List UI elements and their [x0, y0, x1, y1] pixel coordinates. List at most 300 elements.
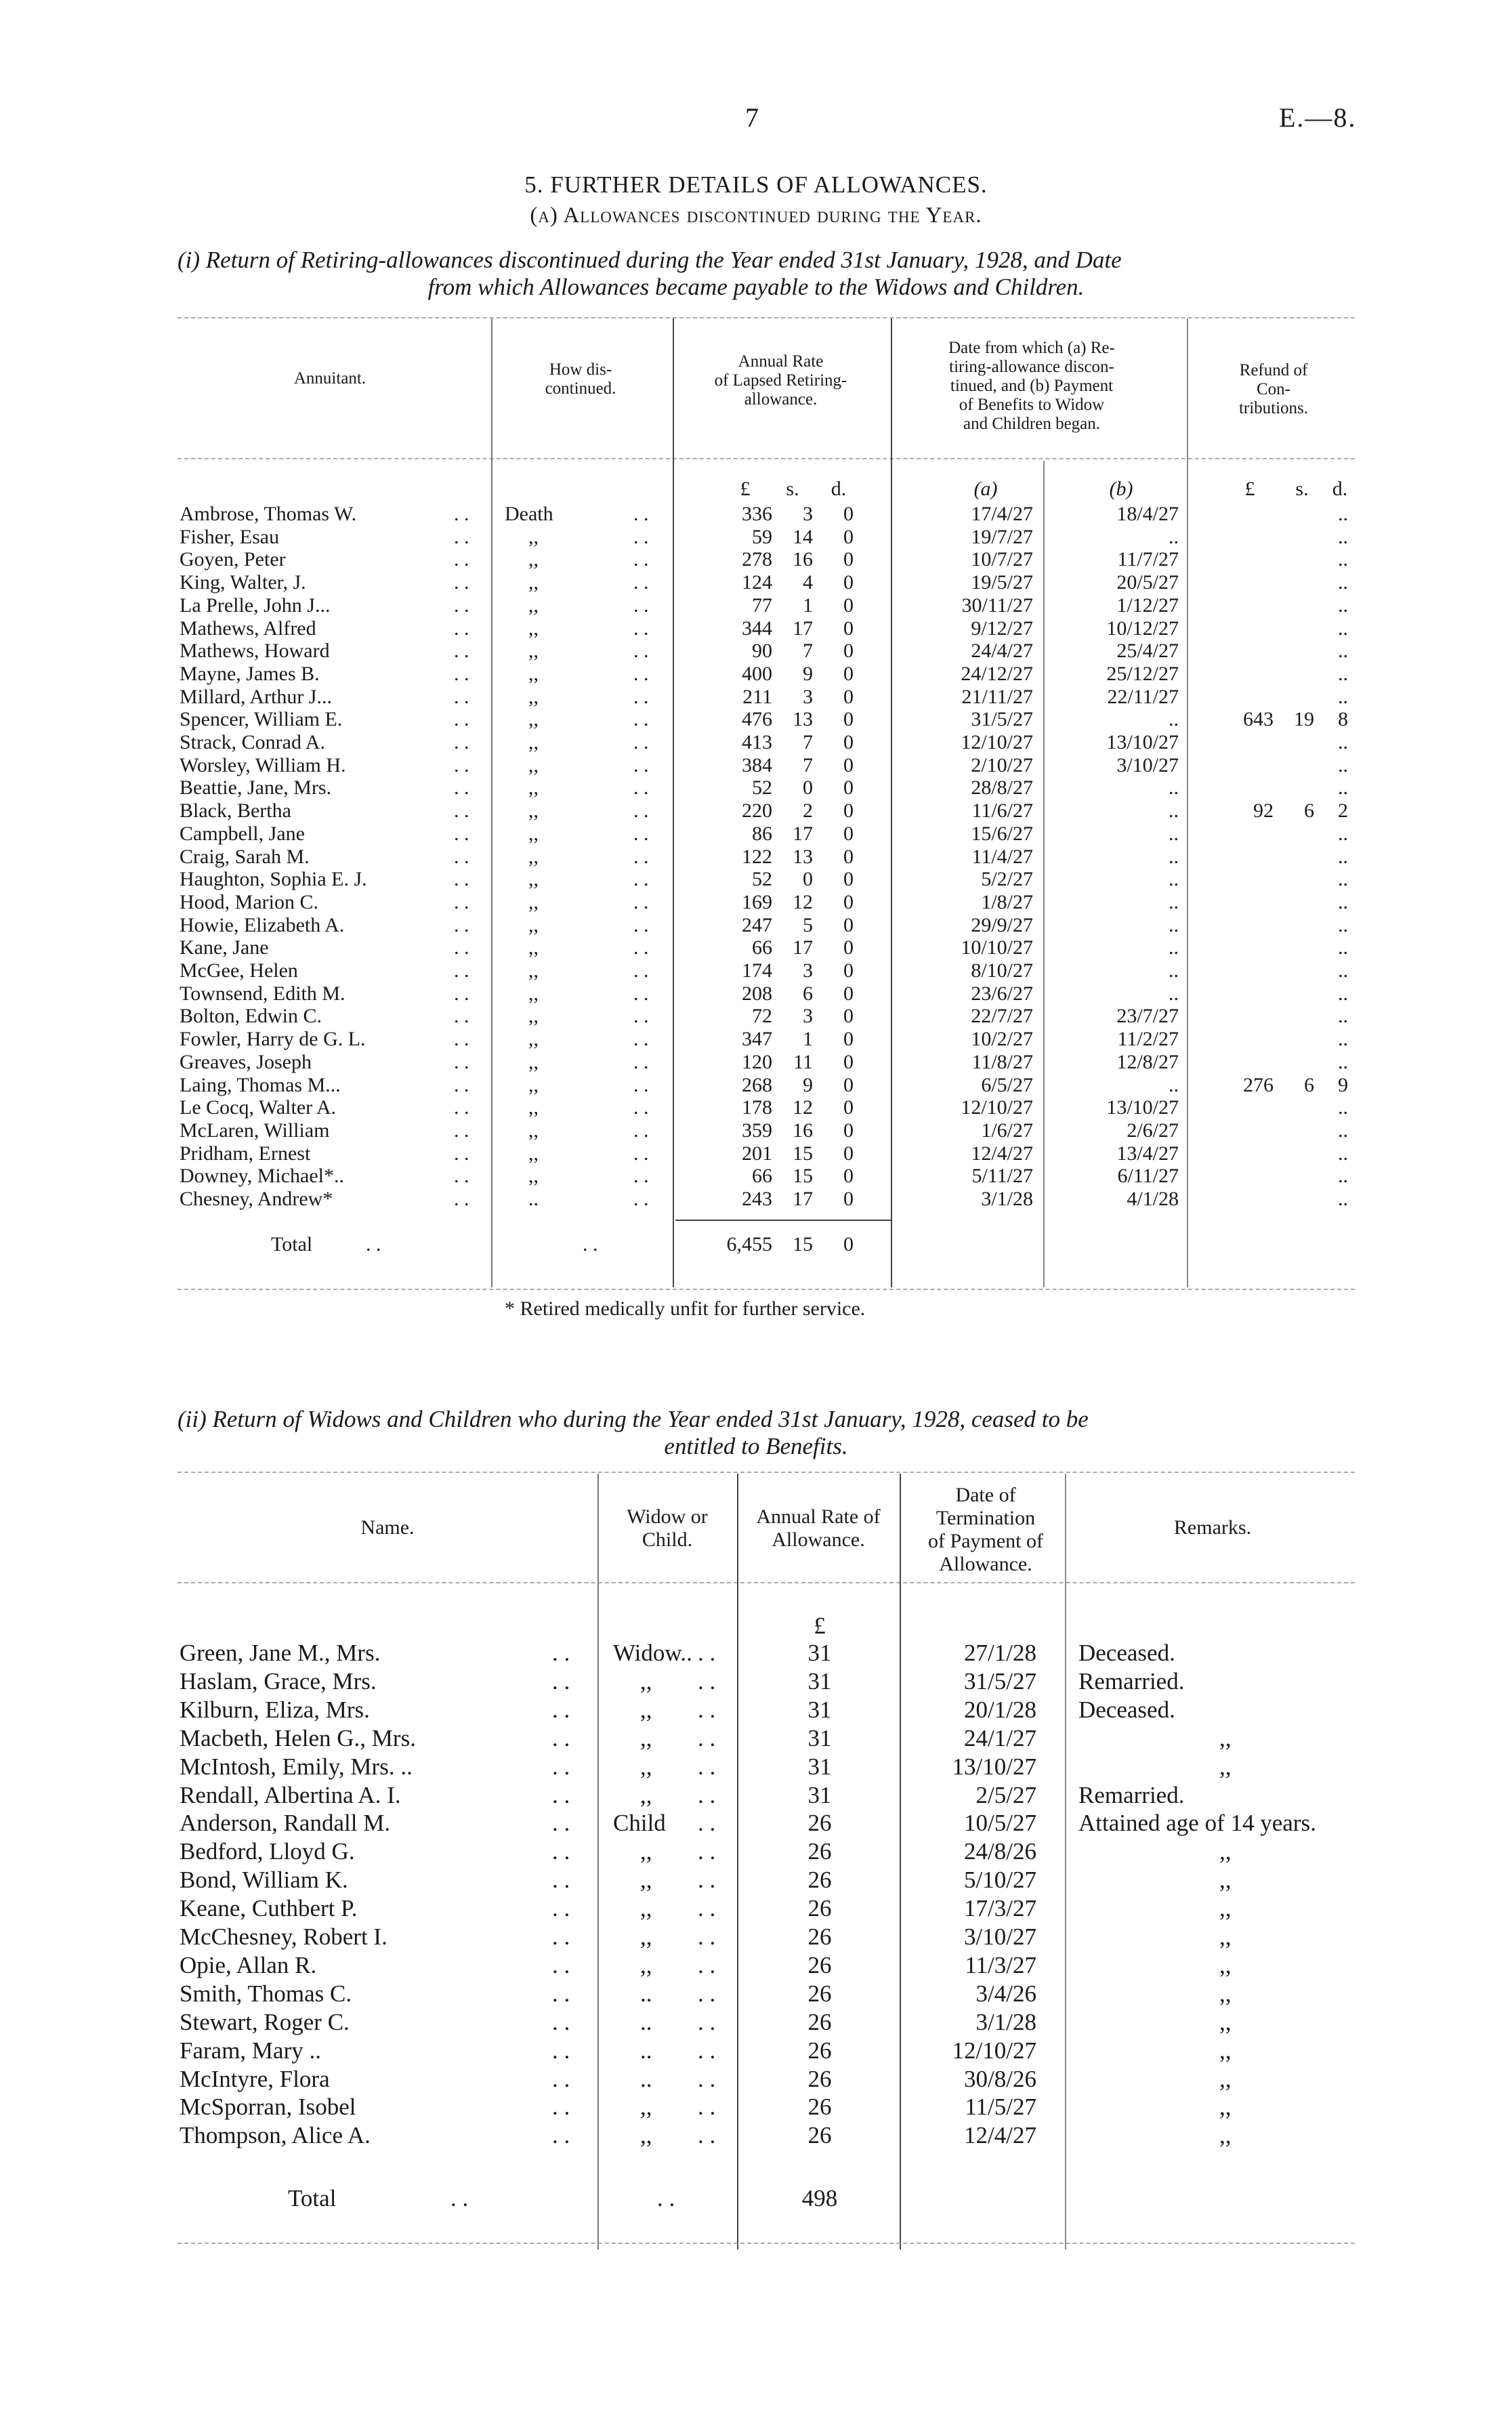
header-how-discontinued: [496, 360, 665, 398]
annual-rate: 26: [807, 1867, 832, 1894]
rate-pence: 0: [843, 1188, 854, 1210]
name-leaders: . .: [552, 1923, 570, 1950]
header-rate-line1: Annual Rate: [738, 352, 824, 371]
date-b: ..: [1169, 799, 1179, 823]
refund-pence: ..: [1338, 753, 1348, 776]
annuitant-name: Mathews, Alfred: [180, 617, 316, 640]
refund-pence: ..: [1338, 640, 1348, 663]
date-b: 11/7/27: [1117, 548, 1179, 571]
refund-pence: ..: [1338, 1188, 1348, 1210]
widow-or-child: ,,: [640, 1667, 652, 1694]
header-annual-rate-allowance: [737, 1505, 900, 1552]
widow-or-child: ..: [640, 2037, 652, 2064]
rate-pence: 0: [843, 731, 854, 753]
date-a: 8/10/27: [971, 959, 1033, 982]
rate-pence: 0: [843, 708, 854, 731]
annual-rate: 31: [807, 1696, 832, 1723]
annuitant-name: Mathews, Howard: [180, 640, 330, 663]
termination-date: 3/1/28: [975, 2008, 1036, 2035]
header-name: Name.: [360, 1516, 415, 1539]
table2-header-rule: [177, 1582, 1355, 1583]
how-leaders: . .: [633, 571, 649, 594]
section-subtitle: (a) Allowances discontinued during the Year.: [530, 203, 982, 228]
how-discontinued: ,,: [528, 1142, 539, 1165]
name-leaders: . .: [454, 1142, 469, 1165]
rate-shillings: 13: [793, 845, 813, 868]
refund-pence: ..: [1338, 822, 1348, 845]
remarks: ,,: [1219, 1753, 1232, 1780]
wc-leaders: . .: [698, 2122, 716, 2149]
date-a: 31/5/27: [971, 708, 1033, 731]
table1-caption-line2: from which Allowances became payable to the Widows and Children.: [427, 274, 1085, 300]
rate-pounds: 359: [742, 1119, 772, 1142]
wc-leaders: . .: [698, 1867, 716, 1894]
name-leaders: . .: [454, 503, 469, 525]
date-a: 9/12/27: [971, 617, 1033, 640]
rate-pounds: 400: [742, 662, 772, 685]
header-wc-line1: Widow or: [627, 1505, 708, 1528]
name-leaders: . .: [454, 822, 469, 845]
table2-total-leaders: . .: [450, 2185, 469, 2211]
date-b: 10/12/27: [1106, 617, 1179, 640]
termination-date: 12/4/27: [964, 2122, 1036, 2149]
widow-or-child: ,,: [640, 1895, 652, 1922]
rate-pounds: 169: [742, 890, 772, 913]
rate-pounds: 336: [742, 503, 772, 525]
name-leaders: . .: [552, 1667, 570, 1694]
name-leaders: . .: [454, 1050, 469, 1073]
how-discontinued: ,,: [528, 913, 539, 936]
rate-pence: 0: [843, 1119, 854, 1142]
header-remarks: Remarks.: [1173, 1516, 1252, 1539]
refund-pence: ..: [1338, 959, 1348, 982]
rate-pence: 0: [843, 799, 854, 823]
beneficiary-name: Opie, Allan R.: [180, 1951, 317, 1978]
how-discontinued: ,,: [528, 868, 539, 891]
how-discontinued: ,,: [528, 753, 539, 776]
how-discontinued: ,,: [528, 1028, 539, 1051]
name-leaders: . .: [454, 1165, 469, 1188]
name-leaders: . .: [454, 936, 469, 959]
date-a: 24/4/27: [971, 640, 1033, 663]
annuitant-name: Hood, Marion C.: [180, 890, 318, 913]
annuitant-name: Millard, Arthur J...: [180, 685, 332, 708]
wc-leaders: . .: [698, 1781, 716, 1808]
refund-pence: ..: [1338, 1096, 1348, 1119]
name-leaders: . .: [552, 1810, 570, 1837]
name-leaders: . .: [552, 1980, 570, 2007]
rate-pence: 0: [843, 571, 854, 594]
refund-pence: ..: [1338, 662, 1348, 685]
refund-pence: ..: [1338, 731, 1348, 753]
name-leaders: . .: [552, 1640, 570, 1666]
name-leaders: . .: [454, 662, 469, 685]
remarks: ,,: [1219, 1980, 1232, 2007]
name-leaders: . .: [454, 1119, 469, 1142]
name-leaders: . .: [454, 525, 469, 548]
annuitant-name: Bolton, Edwin C.: [180, 1005, 322, 1028]
refund-pounds: 92: [1253, 799, 1274, 823]
date-b: 22/11/27: [1107, 685, 1179, 708]
remarks: ,,: [1219, 1867, 1232, 1894]
annual-rate: 26: [807, 2122, 832, 2149]
name-leaders: . .: [552, 1753, 570, 1780]
header-wc-line2: Child.: [642, 1529, 693, 1551]
rate-shillings: 15: [793, 1165, 813, 1188]
series-reference: E.—8.: [1279, 102, 1357, 133]
remarks: ,,: [1219, 1951, 1232, 1978]
termination-date: 12/10/27: [952, 2037, 1036, 2064]
name-leaders: . .: [552, 1951, 570, 1978]
annual-rate: 26: [807, 1980, 832, 2007]
annuitant-name: Campbell, Jane: [180, 822, 305, 845]
widow-or-child: ..: [640, 1980, 652, 2007]
unit-pound2: £: [1244, 478, 1255, 500]
rate-shillings: 17: [793, 822, 813, 845]
widow-or-child: ,,: [640, 1724, 652, 1751]
annuitant-name: Ambrose, Thomas W.: [180, 503, 357, 525]
annuitant-name: Fowler, Harry de G. L.: [180, 1028, 366, 1051]
date-b: 3/10/27: [1116, 753, 1179, 776]
date-a: 11/4/27: [971, 845, 1033, 868]
wc-leaders: . .: [698, 2037, 716, 2064]
date-a: 30/11/27: [961, 594, 1033, 617]
rate-pence: 0: [843, 776, 854, 799]
refund-pence: ..: [1338, 1165, 1348, 1188]
rate-pounds: 59: [752, 525, 772, 548]
refund-shillings: 19: [1294, 708, 1314, 731]
how-discontinued: ,,: [528, 959, 539, 982]
date-a: 2/10/27: [971, 753, 1033, 776]
date-b: 11/2/27: [1117, 1028, 1179, 1051]
date-b: 2/6/27: [1127, 1119, 1179, 1142]
rate-pence: 0: [843, 662, 854, 685]
date-b: ..: [1169, 982, 1179, 1005]
annual-rate: 31: [807, 1724, 832, 1751]
how-discontinued: ,,: [528, 571, 539, 594]
date-a: 21/11/27: [961, 685, 1033, 708]
header-refund-line3: tributions.: [1238, 399, 1309, 417]
section-title: 5. FURTHER DETAILS OF ALLOWANCES.: [524, 171, 988, 198]
name-leaders: . .: [454, 731, 469, 753]
rate-pounds: 72: [752, 1005, 772, 1028]
refund-pence: 9: [1338, 1073, 1348, 1096]
table1-total-rule: [675, 1220, 891, 1221]
table1-col-rule-5: [1187, 318, 1188, 1287]
date-b: 13/10/27: [1106, 1096, 1179, 1119]
annuitant-name: Craig, Sarah M.: [180, 845, 310, 868]
unit-b: (b): [1109, 478, 1133, 500]
refund-pence: ..: [1338, 845, 1348, 868]
annuitant-name: McGee, Helen: [180, 959, 298, 982]
how-leaders: . .: [633, 1188, 649, 1210]
widow-or-child: ,,: [640, 2122, 652, 2149]
remarks: ,,: [1219, 2122, 1232, 2149]
how-leaders: . .: [633, 868, 649, 891]
date-b: 23/7/27: [1116, 1005, 1179, 1028]
date-a: 28/8/27: [971, 776, 1033, 799]
rate-pounds: 90: [752, 640, 772, 663]
annuitant-name: Greaves, Joseph: [180, 1050, 312, 1073]
name-leaders: . .: [454, 753, 469, 776]
table1-col-rule-1: [491, 318, 492, 1287]
name-leaders: . .: [552, 1867, 570, 1894]
date-a: 10/10/27: [961, 936, 1033, 959]
how-leaders: . .: [633, 982, 649, 1005]
how-leaders: . .: [633, 708, 649, 731]
header-refund-line2: Con-: [1257, 380, 1290, 398]
name-leaders: . .: [552, 2122, 570, 2149]
annuitant-name: Fisher, Esau: [180, 525, 280, 548]
termination-date: 24/1/27: [964, 1724, 1036, 1751]
name-leaders: . .: [454, 548, 469, 571]
name-leaders: . .: [454, 594, 469, 617]
header-rate2-line1: Annual Rate of: [756, 1505, 881, 1528]
beneficiary-name: Stewart, Roger C.: [180, 2008, 350, 2035]
widow-or-child: Widow..: [613, 1640, 692, 1666]
refund-pence: ..: [1338, 1119, 1348, 1142]
rate-pounds: 278: [742, 548, 772, 571]
widow-or-child: Child: [613, 1810, 666, 1837]
remarks: ,,: [1219, 1724, 1232, 1751]
date-a: 1/8/27: [981, 890, 1033, 913]
refund-pence: ..: [1338, 503, 1348, 525]
rate-pence: 0: [843, 959, 854, 982]
name-leaders: . .: [454, 845, 469, 868]
header-date2-line3: of Payment of: [928, 1530, 1043, 1552]
table1-top-rule: [177, 317, 1355, 318]
how-discontinued: ,,: [528, 822, 539, 845]
remarks: ,,: [1219, 2094, 1232, 2121]
table1-col-rule-3: [891, 318, 892, 1287]
unit-pence2: d.: [1332, 478, 1348, 500]
header-date-line2: tiring-allowance discon-: [949, 358, 1114, 376]
date-b: 12/8/27: [1116, 1050, 1179, 1073]
wc-leaders: . .: [698, 1640, 716, 1666]
termination-date: 3/4/26: [975, 1980, 1036, 2007]
rate-pence: 0: [843, 822, 854, 845]
name-leaders: . .: [552, 1724, 570, 1751]
refund-pence: ..: [1338, 1050, 1348, 1073]
rate-pounds: 124: [742, 571, 772, 594]
refund-pounds: 643: [1243, 708, 1274, 731]
refund-pounds: 276: [1243, 1073, 1274, 1096]
how-discontinued: ,,: [528, 525, 539, 548]
rate-shillings: 2: [803, 799, 813, 823]
table2-top-rule: [177, 1472, 1355, 1473]
beneficiary-name: Bedford, Lloyd G.: [180, 1838, 355, 1865]
name-leaders: . .: [552, 2065, 570, 2092]
termination-date: 30/8/26: [964, 2065, 1036, 2092]
rate-shillings: 16: [793, 548, 813, 571]
annual-rate: 26: [807, 1923, 832, 1950]
rate-shillings: 16: [793, 1119, 813, 1142]
table1-total-leaders-2: . .: [583, 1233, 598, 1255]
header-rate2-line2: Allowance.: [772, 1529, 865, 1551]
rate-shillings: 13: [793, 708, 813, 731]
date-a: 5/11/27: [971, 1165, 1033, 1188]
name-leaders: . .: [454, 913, 469, 936]
date-a: 23/6/27: [971, 982, 1033, 1005]
date-b: ..: [1169, 913, 1179, 936]
beneficiary-name: Green, Jane M., Mrs.: [180, 1640, 381, 1666]
rate-pounds: 413: [742, 731, 772, 753]
wc-leaders: . .: [698, 1923, 716, 1950]
refund-pence: ..: [1338, 1142, 1348, 1165]
rate-pounds: 220: [742, 799, 772, 823]
name-leaders: . .: [454, 982, 469, 1005]
how-leaders: . .: [633, 753, 649, 776]
table1-total-leaders: . .: [366, 1233, 381, 1255]
rate-pence: 0: [843, 1028, 854, 1051]
annuitant-name: Worsley, William H.: [180, 753, 346, 776]
date-a: 15/6/27: [971, 822, 1033, 845]
rate-pounds: 122: [742, 845, 772, 868]
annuitant-name: Spencer, William E.: [180, 708, 343, 731]
rate-shillings: 14: [793, 525, 813, 548]
rate-shillings: 1: [803, 594, 813, 617]
rate-shillings: 3: [803, 685, 813, 708]
beneficiary-name: McSporran, Isobel: [180, 2094, 356, 2121]
table2-total-rate: 498: [801, 2185, 838, 2211]
date-a: 17/4/27: [971, 503, 1033, 525]
rate-pounds: 66: [752, 1165, 772, 1188]
unit-shilling: s.: [786, 478, 799, 500]
annual-rate: 26: [807, 2008, 832, 2035]
widow-or-child: ,,: [640, 1951, 652, 1978]
remarks: Attained age of 14 years.: [1078, 1810, 1316, 1837]
date-a: 12/10/27: [961, 1096, 1033, 1119]
rate-pence: 0: [843, 753, 854, 776]
how-discontinued: Death: [505, 503, 553, 525]
table1-total-pence: 0: [843, 1233, 854, 1255]
name-leaders: . .: [454, 640, 469, 663]
refund-pence: ..: [1338, 890, 1348, 913]
header-rate-line2: of Lapsed Retiring-: [714, 371, 847, 390]
refund-pence: ..: [1338, 868, 1348, 891]
refund-pence: ..: [1338, 525, 1348, 548]
wc-leaders: . .: [698, 1696, 716, 1723]
header-date-termination: [901, 1484, 1070, 1576]
wc-leaders: . .: [698, 2008, 716, 2035]
how-leaders: . .: [633, 640, 649, 663]
date-b: 20/5/27: [1116, 571, 1179, 594]
rate-pence: 0: [843, 936, 854, 959]
beneficiary-name: Haslam, Grace, Mrs.: [180, 1667, 377, 1694]
how-discontinued: ,,: [528, 936, 539, 959]
date-b: ..: [1169, 776, 1179, 799]
rate-pounds: 347: [742, 1028, 772, 1051]
table1-col-rule-4: [1043, 461, 1045, 1287]
how-leaders: . .: [633, 799, 649, 823]
header-date-line1: Date from which (a) Re-: [948, 339, 1115, 357]
rate-pence: 0: [843, 640, 854, 663]
annual-rate: 26: [807, 2094, 832, 2121]
date-b: ..: [1169, 525, 1179, 548]
beneficiary-name: McIntosh, Emily, Mrs. ..: [180, 1753, 413, 1780]
table2-col-rule-1: [597, 1474, 599, 2249]
widow-or-child: ,,: [640, 1923, 652, 1950]
how-leaders: . .: [633, 913, 649, 936]
date-b: ..: [1169, 890, 1179, 913]
name-leaders: . .: [454, 571, 469, 594]
annuitant-name: Townsend, Edith M.: [180, 982, 345, 1005]
rate-shillings: 17: [793, 617, 813, 640]
rate-shillings: 9: [803, 662, 813, 685]
rate-shillings: 5: [803, 913, 813, 936]
how-discontinued: ,,: [528, 662, 539, 685]
rate-pence: 0: [843, 525, 854, 548]
date-b: 13/10/27: [1106, 731, 1179, 753]
annuitant-name: La Prelle, John J...: [180, 594, 331, 617]
termination-date: 10/5/27: [964, 1810, 1036, 1837]
annual-rate: 31: [807, 1781, 832, 1808]
beneficiary-name: Anderson, Randall M.: [180, 1810, 391, 1837]
rate-pounds: 243: [742, 1188, 772, 1210]
annuitant-name: Laing, Thomas M...: [180, 1073, 341, 1096]
rate-pence: 0: [843, 548, 854, 571]
how-leaders: . .: [633, 594, 649, 617]
date-b: ..: [1169, 1073, 1179, 1096]
date-a: 3/1/28: [981, 1188, 1033, 1210]
annuitant-name: Pridham, Ernest: [180, 1142, 311, 1165]
header-how-line1: How dis-: [549, 360, 612, 379]
date-a: 22/7/27: [971, 1005, 1033, 1028]
rate-pence: 0: [843, 1096, 854, 1119]
rate-shillings: 7: [803, 731, 813, 753]
annual-rate: 26: [807, 1895, 832, 1922]
date-b: 25/4/27: [1116, 640, 1179, 663]
rate-pounds: 52: [752, 868, 772, 891]
rate-pence: 0: [843, 1073, 854, 1096]
beneficiary-name: Smith, Thomas C.: [180, 1980, 352, 2007]
annuitant-name: Strack, Conrad A.: [180, 731, 325, 753]
date-a: 12/4/27: [971, 1142, 1033, 1165]
how-leaders: . .: [633, 845, 649, 868]
remarks: Remarried.: [1078, 1781, 1185, 1808]
header-date2-line4: Allowance.: [939, 1553, 1032, 1575]
widow-or-child: ,,: [640, 1838, 652, 1865]
date-b: ..: [1169, 708, 1179, 731]
table1-footnote: * Retired medically unfit for further service.: [505, 1297, 866, 1320]
header-how-line2: continued.: [545, 379, 616, 398]
annual-rate: 26: [807, 2037, 832, 2064]
wc-leaders: . .: [698, 1980, 716, 2007]
rate-shillings: 15: [793, 1142, 813, 1165]
name-leaders: . .: [454, 1073, 469, 1096]
annual-rate: 31: [807, 1640, 832, 1666]
rate-pounds: 384: [742, 753, 772, 776]
rate-pence: 0: [843, 1005, 854, 1028]
date-a: 10/7/27: [971, 548, 1033, 571]
remarks: ,,: [1219, 1895, 1232, 1922]
wc-leaders: . .: [698, 1753, 716, 1780]
rate-pounds: 86: [752, 822, 772, 845]
annuitant-name: Downey, Michael*..: [180, 1165, 344, 1188]
unit-shilling2: s.: [1295, 478, 1309, 500]
date-a: 19/5/27: [971, 571, 1033, 594]
beneficiary-name: Thompson, Alice A.: [180, 2122, 371, 2149]
header-date2-line1: Date of: [955, 1484, 1016, 1506]
annuitant-name: Chesney, Andrew*: [180, 1188, 333, 1210]
widow-or-child: ..: [640, 2008, 652, 2035]
rate-pence: 0: [843, 913, 854, 936]
rate-pounds: 178: [742, 1096, 772, 1119]
annuitant-name: Le Cocq, Walter A.: [180, 1096, 337, 1119]
wc-leaders: . .: [698, 1724, 716, 1751]
refund-pence: ..: [1338, 685, 1348, 708]
how-leaders: . .: [633, 1005, 649, 1028]
